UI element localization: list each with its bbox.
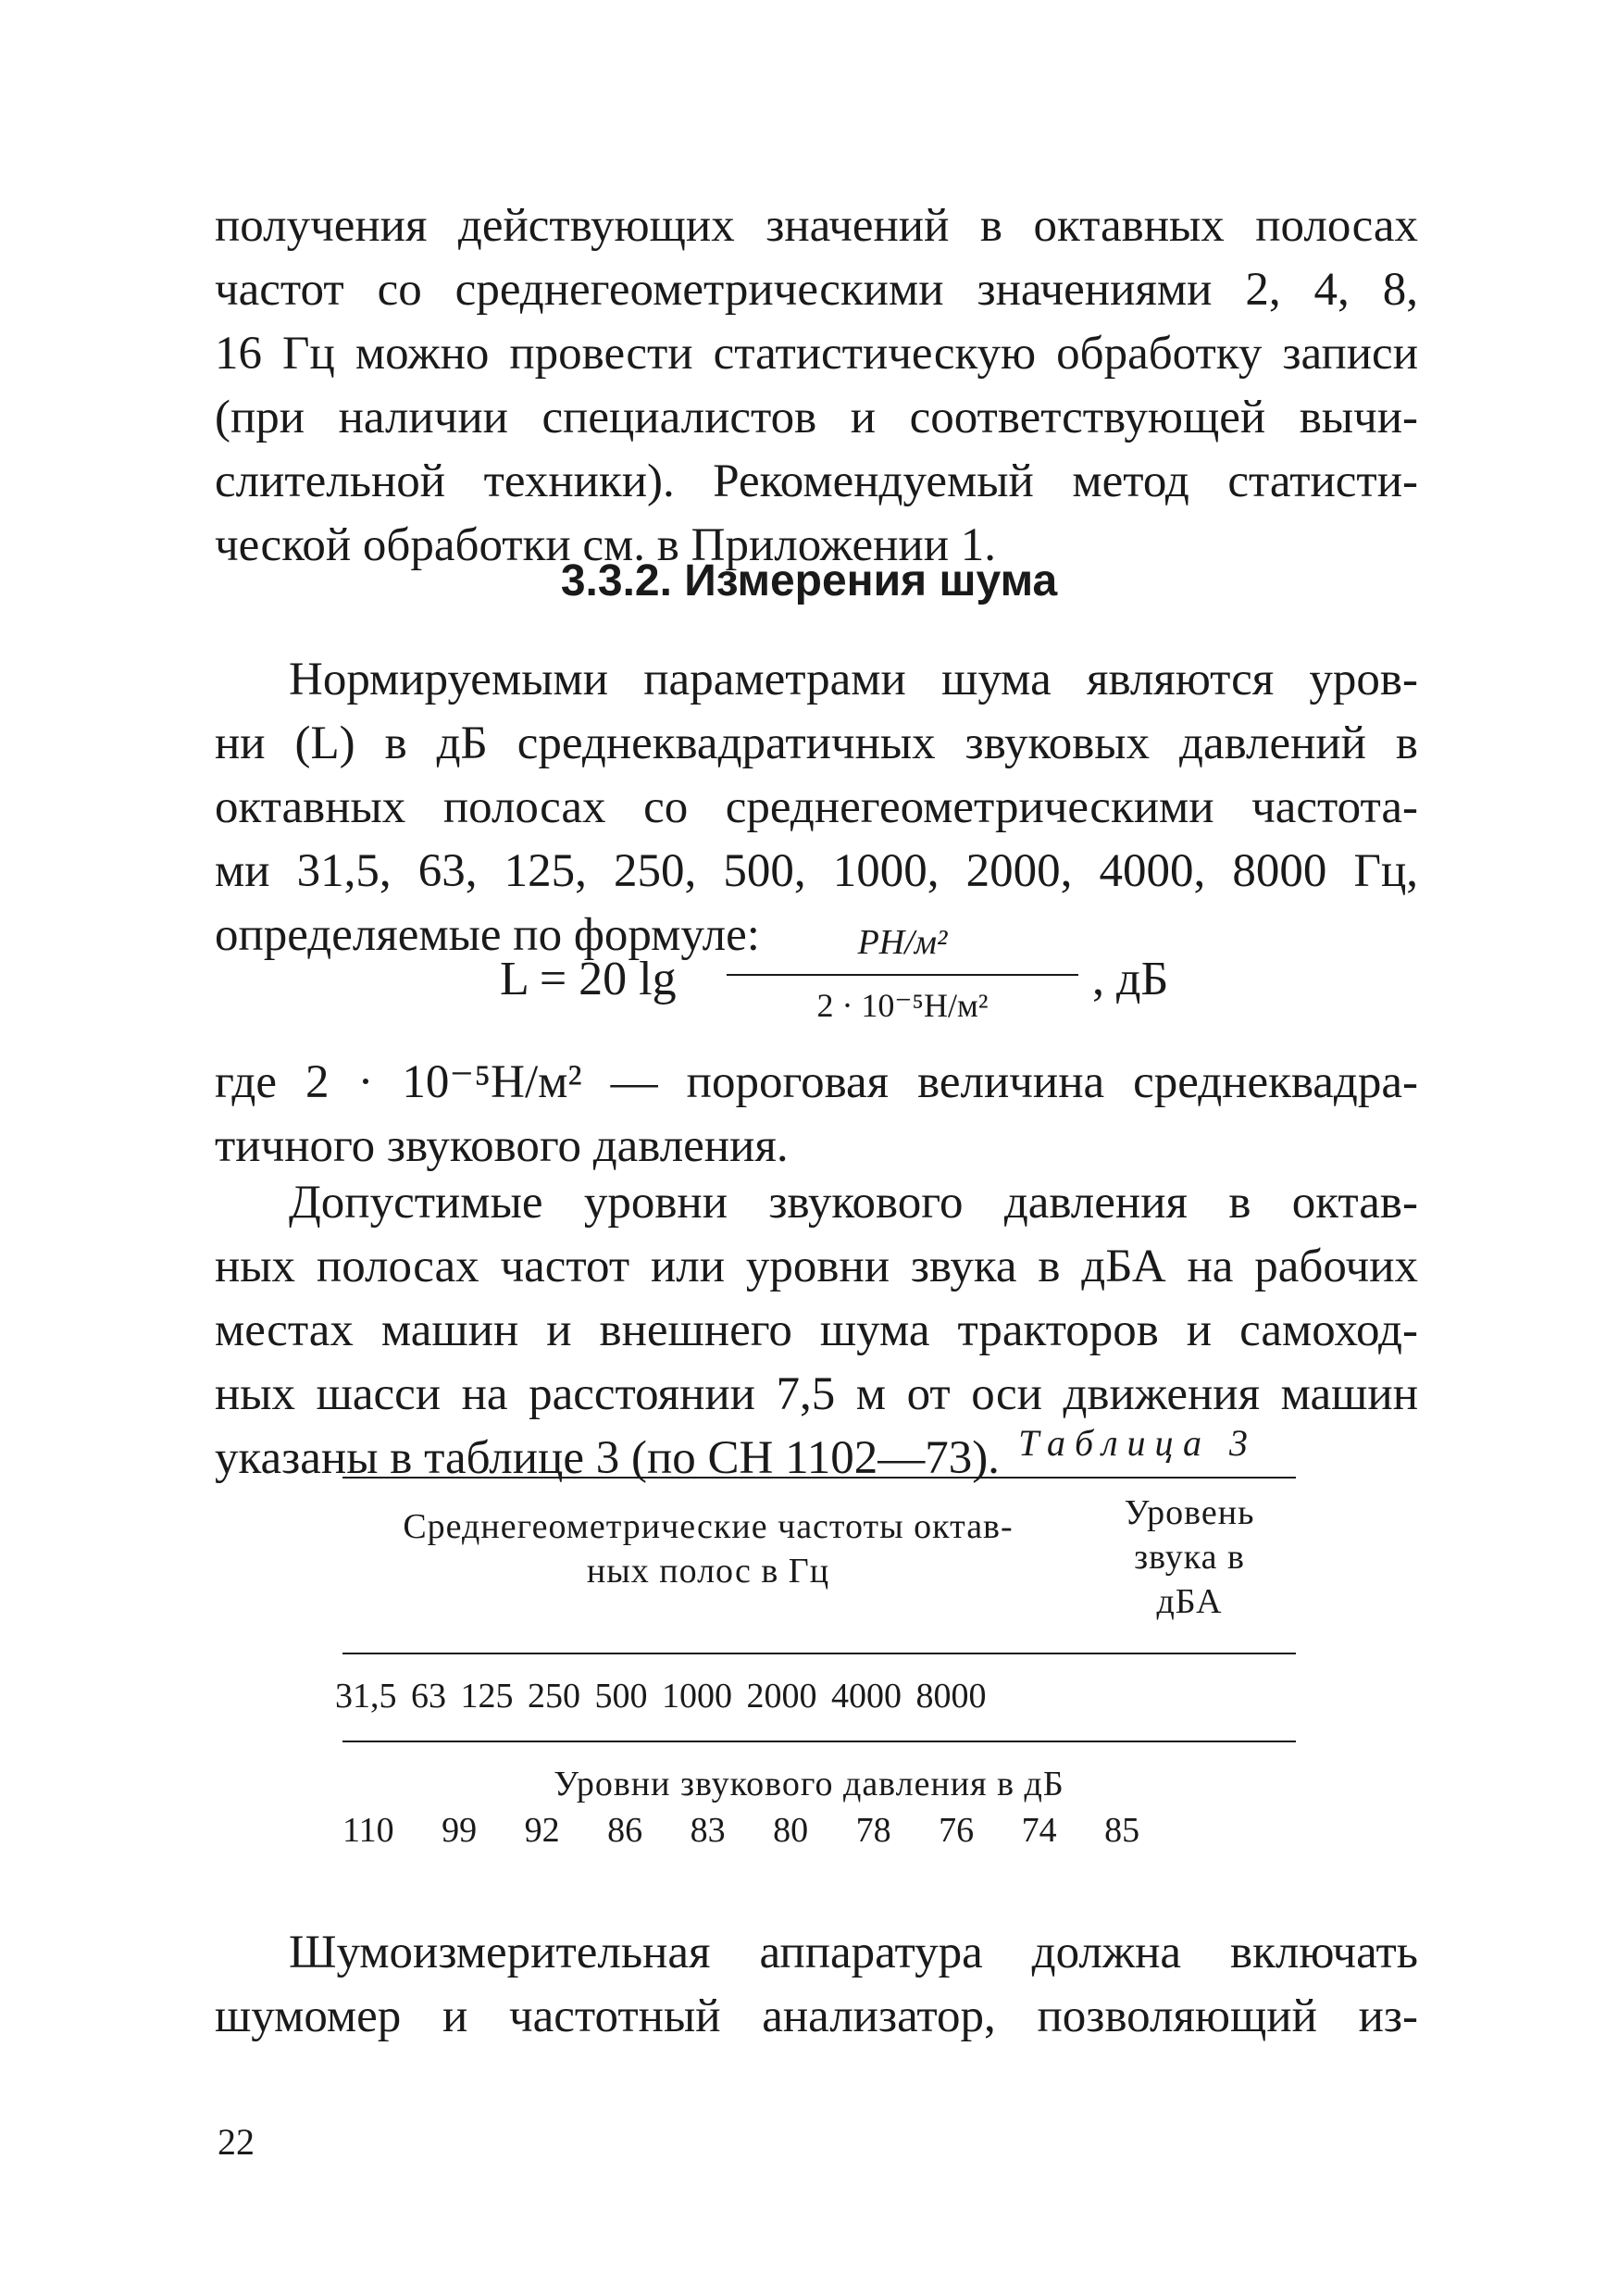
table-body-rule [342,1741,1296,1742]
level-value: 78 [855,1811,891,1850]
text-line: шумомер и частотный анализатор, позволяющий из- [215,1990,1418,2042]
header-line: Уровень [1124,1493,1255,1532]
sound-level-formula [500,917,1240,1046]
level-value: 83 [690,1811,726,1850]
text-line: ми 31,5, 63, 125, 250, 500, 1000, 2000, 4000, 8000 Гц, [215,845,1418,897]
level-value: 99 [442,1811,478,1850]
level-value: 86 [607,1811,643,1850]
page-number: 22 [218,2121,255,2163]
table-header-frequencies [342,1504,1074,1593]
section-heading: 3.3.2. Измерения шума [560,556,1058,605]
text-line: ных полосах частот или уровни звука в дБА на рабочих [215,1241,1418,1292]
fraction-bar [727,974,1078,976]
formula-fraction [727,917,1078,1031]
formula-lhs: L = 20 lg [500,953,677,1005]
table-top-rule [342,1477,1296,1479]
text-line: где 2 · 10⁻⁵Н/м² — пороговая величина среднеквадра- [215,1056,1418,1108]
text-line: ческой обработки см. в Приложении 1. [215,519,997,571]
text-line: слительной техники). Рекомендуемый метод статисти- [215,455,1418,507]
level-value: 110 [342,1811,394,1850]
paragraph-statistical-processing [215,194,1418,578]
text-line: определяемые по формуле: [215,909,760,961]
level-value: 74 [1021,1811,1057,1850]
formula-numerator: PH/м² [857,923,948,962]
header-line: звука в [1134,1538,1245,1577]
header-line: ных полос в Гц [586,1552,830,1591]
text-line: Нормируемыми параметрами шума являются уров- [289,654,1418,705]
text-line: частот со среднегеометрическими значениями 2, 4, 8, [215,264,1418,316]
text-line: Шумоизмерительная аппаратура должна включать [289,1927,1418,1978]
table-header-rule [342,1653,1296,1654]
text-line: ных шасси на расстоянии 7,5 м от оси движения машин [215,1368,1418,1420]
text-line: (при наличии специалистов и соответствующей вычи- [215,392,1418,443]
text-line: указаны в таблице 3 (по СН 1102—73). [215,1432,1000,1484]
text-line: местах машин и внешнего шума тракторов и самоход- [215,1304,1418,1356]
level-value: 85 [1104,1811,1140,1850]
text-line: 16 Гц можно провести статистическую обработку записи [215,328,1418,380]
text-line: получения действующих значений в октавных полосах [215,200,1418,252]
table-header-level [1083,1491,1296,1624]
paragraph-equipment [215,1921,1418,2049]
table-caption: Таблица 3 [1018,1422,1257,1464]
table-frequencies-row: 31,5 63 125 250 500 1000 2000 4000 8000 [335,1677,987,1716]
formula-unit: , дБ [1092,953,1169,1005]
text-line: ни (L) в дБ среднеквадратичных звуковых давлений в [215,718,1418,769]
paragraph-threshold [215,1051,1418,1179]
text-line: тичного звукового давления. [215,1120,789,1172]
header-line: дБА [1156,1582,1223,1621]
table-levels-row [342,1810,1178,1851]
level-value: 80 [773,1811,809,1850]
text-line: Допустимые уровни звукового давления в октав- [289,1177,1418,1229]
header-line: Среднегеометрические частоты октав- [403,1507,1014,1546]
level-value: 76 [939,1811,975,1850]
level-value: 92 [524,1811,560,1850]
formula-denominator: 2 · 10⁻⁵Н/м² [816,987,989,1024]
text-line: октавных полосах со среднегеометрическими частота- [215,781,1418,833]
table-levels-caption: Уровни звукового давления в дБ [554,1765,1064,1803]
